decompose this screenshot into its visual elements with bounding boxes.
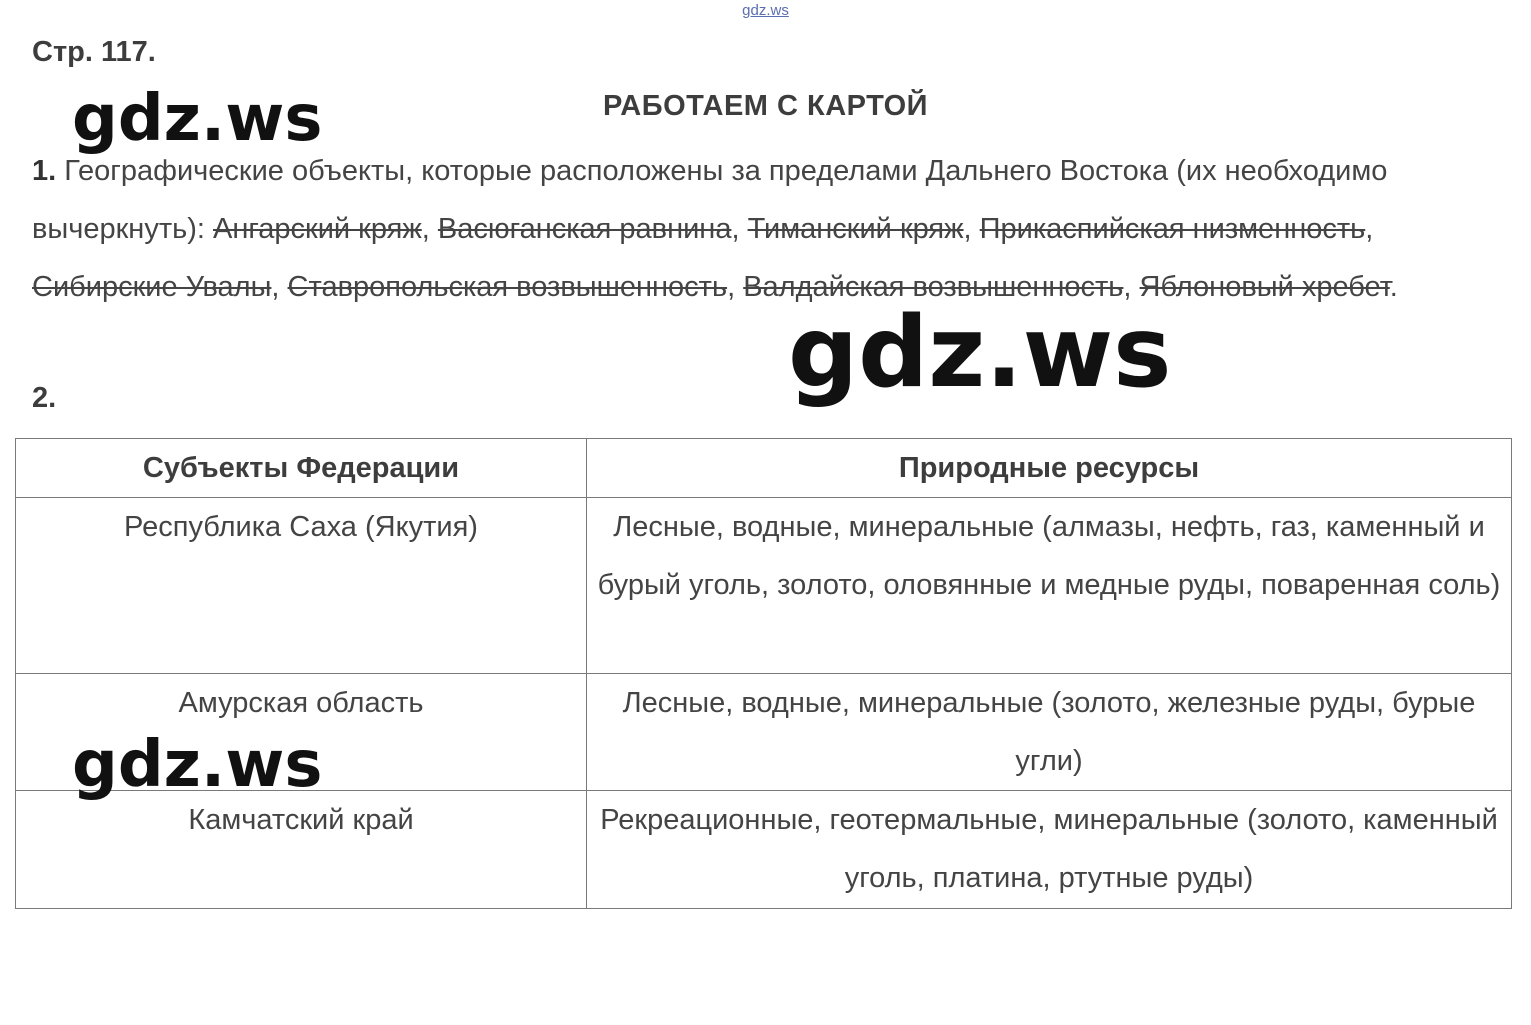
subject-cell: Камчатский край: [16, 791, 587, 909]
separator: ,: [1123, 271, 1140, 303]
crossed-out-object: Тиманский кряж: [747, 213, 964, 245]
table-row: [16, 791, 1512, 909]
crossed-out-object: Ангарский кряж: [212, 213, 422, 245]
resources-cell: Рекреационные, геотермальные, минеральные (золото, каменный уголь, платина, ртутные руды): [587, 791, 1512, 909]
separator: ,: [1365, 213, 1374, 245]
watermark: gdz.ws: [72, 728, 323, 802]
subject-cell: Амурская область: [16, 674, 587, 791]
separator: ,: [727, 271, 744, 303]
crossed-out-object: Прикаспийская низменность: [979, 213, 1366, 245]
resources-table: [15, 438, 1512, 909]
subject-cell: Республика Саха (Якутия): [16, 498, 587, 674]
crossed-out-object: Валдайская возвышенность: [743, 271, 1124, 303]
task-2-number: 2.: [32, 382, 57, 414]
table-row: [16, 498, 1512, 674]
crossed-out-object: Сибирские Увалы: [32, 271, 272, 303]
page-reference: Стр. 117.: [32, 36, 156, 68]
section-heading: РАБОТАЕМ С КАРТОЙ: [602, 90, 929, 122]
task-1-number: 1.: [32, 155, 57, 187]
separator: ,: [731, 213, 748, 245]
separator: ,: [963, 213, 980, 245]
separator: ,: [421, 213, 438, 245]
header-subjects: Субъекты Федерации: [16, 439, 587, 498]
resources-cell: Лесные, водные, минеральные (алмазы, нефть, газ, каменный и бурый уголь, золото, оловянные и медные руды, поваренная соль): [587, 498, 1512, 674]
separator: ,: [271, 271, 288, 303]
task-1-paragraph: [32, 142, 1502, 316]
watermark: gdz.ws: [788, 296, 1172, 410]
top-watermark-link[interactable]: gdz.ws: [742, 2, 789, 19]
watermark: gdz.ws: [72, 82, 323, 156]
crossed-out-object: Яблоновый хребет: [1139, 271, 1390, 303]
header-resources: Природные ресурсы: [587, 439, 1512, 498]
crossed-out-object: Васюганская равнина: [437, 213, 732, 245]
resources-cell: Лесные, водные, минеральные (золото, железные руды, бурые угли): [587, 674, 1512, 791]
table-header-row: [16, 439, 1512, 498]
paragraph-end: .: [1389, 271, 1398, 303]
task-1-intro: Географические объекты, которые расположены за пределами Дальнего Востока (их необходимо вычеркнуть):: [32, 155, 1388, 245]
crossed-out-object: Ставропольская возвышенность: [287, 271, 728, 303]
